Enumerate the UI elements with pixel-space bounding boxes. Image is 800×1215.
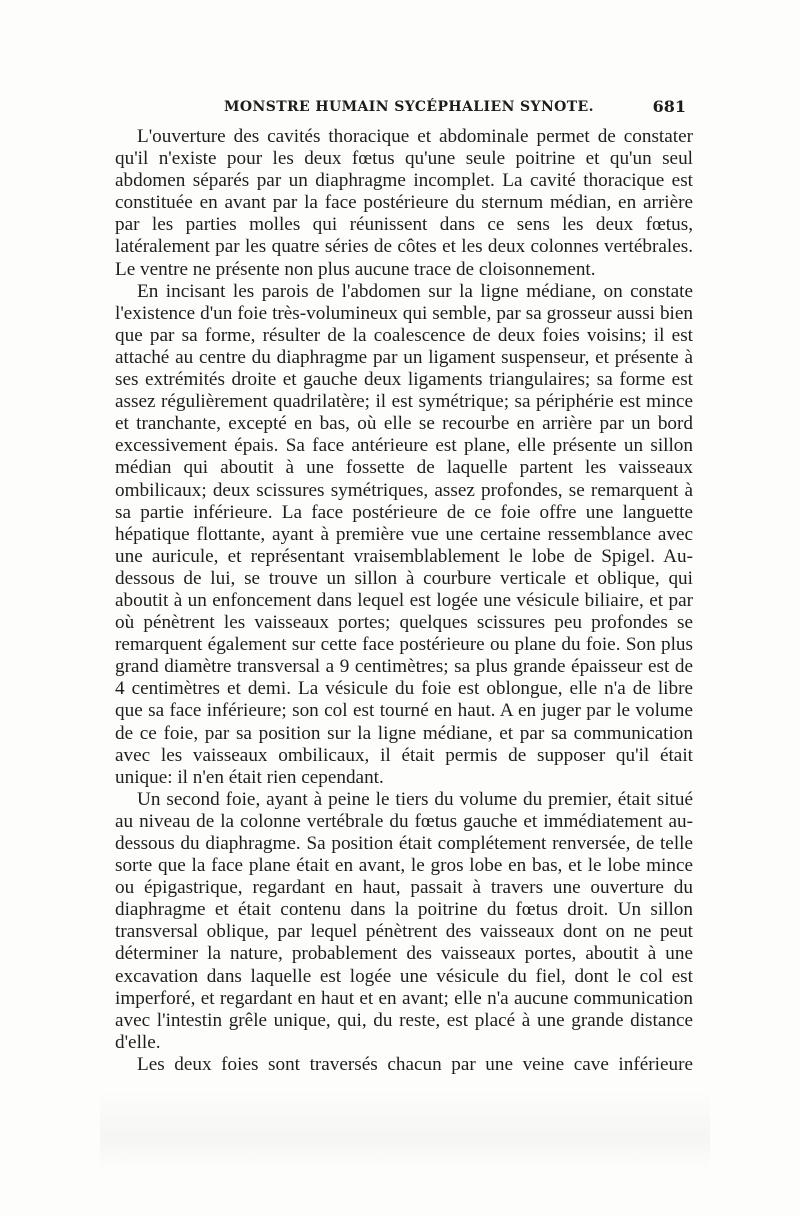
paragraph: L'ouverture des cavités thoracique et abdominale permet de constater qu'il n'existe pour les deux fœtus qu'une seule poitrine et qu'un seul abdomen séparés par un diaphragme incomplet. La cavité thoracique est constituée en avant par la face postérieure du sternum médian, en arrière par les parties molles qui réunissent dans ce sens les deux fœtus, latéralement par les quatre séries de côtes et les deux colonnes vertébrales. Le ventre ne présente non plus aucune trace de cloisonnement. (115, 126, 693, 280)
paragraph: Les deux foies sont traversés chacun par une veine cave inférieure (137, 1053, 693, 1075)
running-title: MONSTRE HUMAIN SYCÉPHALIEN SYNOTE. (224, 99, 594, 115)
page-header (120, 97, 686, 121)
body-text (115, 126, 693, 1076)
page-number: 681 (652, 97, 686, 116)
paragraph: Un second foie, ayant à peine le tiers du volume du premier, était situé au niveau de la colonne vertébrale du fœtus gauche et immédiatement au-dessous du diaphragme. Sa position était complétement renversée, de telle sorte que la face plane était en avant, le gros lobe en bas, et le lobe mince ou épigastrique, regardant en haut, passait à travers une ouverture du diaphragme et était contenu dans la poitrine du fœtus droit. Un sillon transversal oblique, par lequel pénètrent des vaisseaux dont on ne peut déterminer la nature, probablement des vaisseaux portes, aboutit à une excavation dans laquelle est logée une vésicule du fiel, dont le col est imperforé, et regardant en haut et en avant; elle n'a aucune communication avec l'intestin grêle unique, qui, du reste, est placé à une grande distance d'elle. (115, 788, 693, 1053)
scan-bleed-through (100, 1090, 710, 1170)
paragraph: En incisant les parois de l'abdomen sur la ligne médiane, on constate l'existence d'un foie très-volumineux qui semble, par sa grosseur aussi bien que par sa forme, résulter de la coalescence de deux foies voisins; il est attaché au centre du diaphragme par un ligament suspenseur, et présente à ses extrémités droite et gauche deux ligaments triangulaires; sa forme est assez régulièrement quadrilatère; il est symétrique; sa périphérie est mince et tranchante, excepté en bas, où elle se recourbe en arrière par un bord excessivement épais. Sa face antérieure est plane, elle présente un sillon médian qui aboutit à une fossette de laquelle partent les vaisseaux ombilicaux; deux scissures symétriques, assez profondes, se remarquent à sa partie inférieure. La face postérieure de ce foie offre une languette hépatique flottante, ayant à première vue une certaine ressemblance avec une auricule, et représentant vraisemblablement le lobe de Spigel. Au-dessous de lui, se trouve un sillon à courbure verticale et oblique, qui aboutit à un enfoncement dans lequel est logée une vésicule biliaire, et par où pénètrent les vaisseaux portes; quelques scissures peu profondes se remarquent également sur cette face postérieure ou plane du foie. Son plus grand diamètre transversal a 9 centimètres; sa plus grande épaisseur est de 4 centimètres et demi. La vésicule du foie est oblongue, elle n'a de libre que sa face inférieure; son col est tourné en haut. A en juger par le volume de ce foie, par sa position sur la ligne médiane, et par sa communication avec les vaisseaux ombilicaux, il était permis de supposer qu'il était unique: il n'en était rien cependant. (115, 280, 693, 788)
